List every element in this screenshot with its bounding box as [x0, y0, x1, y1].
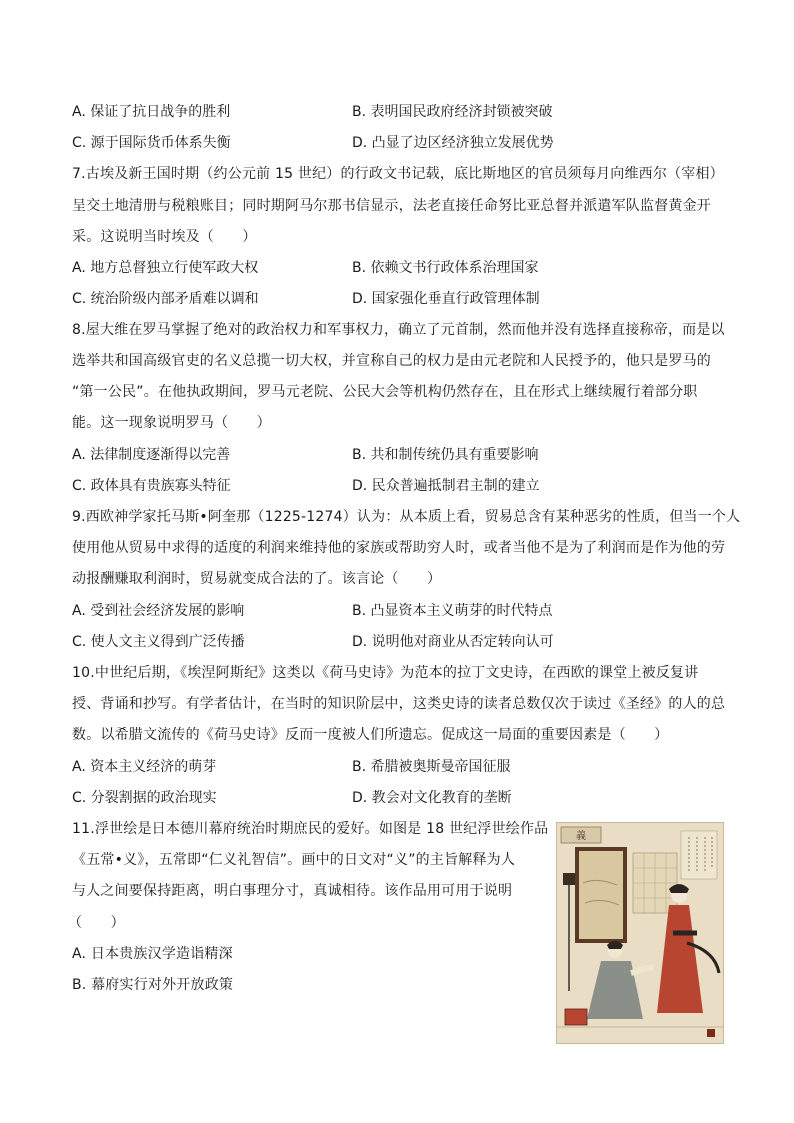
q9-options-row-2: [72, 632, 722, 652]
q10-stem-line-1: 10.中世纪后期，《埃涅阿斯纪》这类以《荷马史诗》为范本的拉丁文史诗，在西欧的课堂上被反复讲: [72, 665, 699, 681]
q10-option-a[interactable]: A. 资本主义经济的萌芽: [72, 759, 217, 775]
ukiyoe-drawing: [557, 823, 723, 1043]
q11-stem-line-3: 与人之间要保持距离，明白事理分寸，真诚相待。该作品用可用于说明: [72, 883, 513, 899]
q8-options-row-2: [72, 476, 722, 496]
q7-stem-line-1: 7.古埃及新王国时期（约公元前 15 世纪）的行政文书记载，底比斯地区的官员须每月向维西尔（宰相）: [72, 166, 724, 182]
q7-options-row-1: [72, 258, 722, 278]
q8-stem-line-4: 能。这一现象说明罗马（ ）: [72, 415, 271, 431]
title-glyph-text: 義: [576, 831, 586, 842]
q10-stem-line-3: 数。以希腊文流传的《荷马史诗》反而一度被人们所遗忘。促成这一局面的重要因素是（ ）: [72, 727, 669, 743]
q10-option-d[interactable]: D. 教会对文化教育的垄断: [352, 790, 512, 806]
calligraphy-strip: [681, 831, 717, 879]
artist-seal: [707, 1029, 715, 1037]
q11-option-b[interactable]: B. 幕府实行对外开放政策: [72, 977, 234, 993]
q9-options-row-1: [72, 601, 722, 621]
q7-option-b[interactable]: B. 依赖文书行政体系治理国家: [352, 260, 539, 276]
q9-option-c[interactable]: C. 使人文主义得到广泛传播: [72, 634, 245, 650]
q11-stem-line-4: （ ）: [68, 915, 125, 931]
q7-option-c[interactable]: C. 统治阶级内部矛盾难以调和: [72, 291, 259, 307]
q8-stem-line-2: 选举共和国高级官吏的名义总揽一切大权，并宣称自己的权力是由元老院和人民授予的，他只是罗马的: [72, 353, 711, 369]
q9-stem-line-1: 9.西欧神学家托马斯•阿奎那（1225-1274）认为：从本质上看，贸易总含有某种恶劣的性质，但当一个人: [72, 509, 741, 525]
q10-options-row-2: [72, 788, 722, 808]
q6-option-b[interactable]: B. 表明国民政府经济封锁被突破: [352, 104, 553, 120]
q6-option-a[interactable]: A. 保证了抗日战争的胜利: [72, 104, 231, 120]
q9-option-a[interactable]: A. 受到社会经济发展的影响: [72, 603, 245, 619]
q8-option-d[interactable]: D. 民众普遍抵制君主制的建立: [352, 478, 540, 494]
red-tray-box: [565, 1009, 587, 1025]
q8-stem-line-1: 8.屋大维在罗马掌握了绝对的政治权力和军事权力，确立了元首制，然而他并没有选择直接称帝，而是以: [72, 322, 725, 338]
q6-options-row-1: [72, 102, 722, 122]
q9-stem-line-2: 使用他从贸易中求得的适度的利润来维持他的家族或帮助穷人时，或者当他不是为了利润而是作为他的劳: [72, 540, 726, 556]
q9-option-b[interactable]: B. 凸显资本主义萌芽的时代特点: [352, 603, 553, 619]
q7-option-d[interactable]: D. 国家强化垂直行政管理体制: [352, 291, 540, 307]
screen-panel: [579, 851, 623, 939]
q10-stem-line-2: 授、背诵和抄写。有学者估计，在当时的知识阶层中，这类史诗的读者总数仅次于读过《圣经》的人的总: [72, 696, 726, 712]
lamp-top: [563, 873, 575, 885]
q7-stem-line-2: 呈交土地清册与税粮账目；同时期阿马尔那书信显示，法老直接任命努比亚总督并派遣军队监督黄金开: [72, 198, 711, 214]
q6-options-row-2: [72, 133, 722, 153]
q8-option-b[interactable]: B. 共和制传统仍具有重要影响: [352, 447, 539, 463]
q10-option-c[interactable]: C. 分裂割据的政治现实: [72, 790, 217, 806]
q11-option-a[interactable]: A. 日本贵族汉学造诣精深: [72, 946, 233, 962]
q8-option-c[interactable]: C. 政体具有贵族寡头特征: [72, 478, 231, 494]
q11-stem-line-1: 11.浮世绘是日本德川幕府统治时期庶民的爱好。如图是 18 世纪浮世绘作品: [72, 821, 549, 837]
q9-option-d[interactable]: D. 说明他对商业从否定转向认可: [352, 634, 554, 650]
q8-option-a[interactable]: A. 法律制度逐渐得以完善: [72, 447, 231, 463]
q6-option-d[interactable]: D. 凸显了边区经济独立发展优势: [352, 135, 554, 151]
q6-option-c[interactable]: C. 源于国际货币体系失衡: [72, 135, 231, 151]
q10-options-row-1: [72, 757, 722, 777]
q11-stem-line-2: 《五常•义》，五常即“仁义礼智信”。画中的日文对“义”的主旨解释为人: [72, 852, 516, 868]
q7-stem-line-3: 采。这说明当时埃及（ ）: [72, 229, 257, 245]
q8-stem-line-3: “第一公民”。在他执政期间，罗马元老院、公民大会等机构仍然存在，且在形式上继续履行着部分职: [72, 384, 698, 400]
q7-options-row-2: [72, 289, 722, 309]
q7-option-a[interactable]: A. 地方总督独立行使军政大权: [72, 260, 259, 276]
ukiyoe-illustration: [556, 822, 724, 1044]
q10-option-b[interactable]: B. 希腊被奥斯曼帝国征服: [352, 759, 511, 775]
q9-stem-line-3: 动报酬赚取利润时，贸易就变成合法的了。该言论（ ）: [72, 571, 442, 587]
q8-options-row-1: [72, 445, 722, 465]
